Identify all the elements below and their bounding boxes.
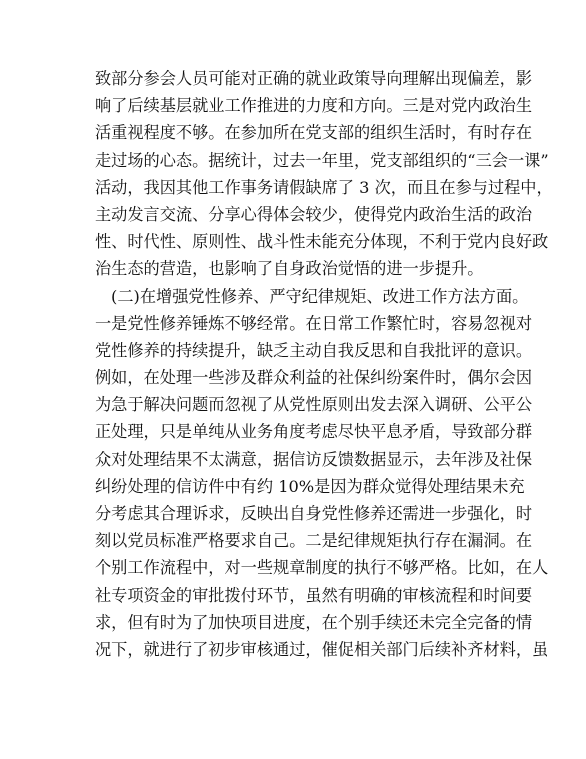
text-line: 例如，在处理一些涉及群众利益的社保纠纷案件时，偶尔会因	[95, 368, 533, 388]
paragraph-2	[95, 283, 549, 664]
text-line: 分考虑其合理诉求，反映出自身党性修养还需进一步强化，时	[95, 504, 533, 523]
text-line: 为急于解决问题而忽视了从党性原则出发去深入调研、公平公	[95, 395, 533, 415]
text-line: 活重视程度不够。在参加所在党支部的组织生活时，有时存在	[95, 123, 533, 143]
text-line: 治生态的营造，也影响了自身政治觉悟的进一步提升。	[95, 259, 484, 279]
text-line: 走过场的心态。据统计，过去一年里，党支部组织的“三会一课”	[95, 150, 549, 170]
section-heading-line: (二)在增强党性修养、严守纪律规矩、改进工作方法方面。	[111, 286, 529, 306]
text-line: 一是党性修养锤炼不够经常。在日常工作繁忙时，容易忽视对	[95, 313, 533, 333]
text-line: 正处理，只是单纯从业务角度考虑尽快平息矛盾，导致部分群	[95, 422, 533, 442]
text-line: 个别工作流程中，对一些规章制度的执行不够严格。比如，在人	[95, 558, 549, 578]
text-line: 众对处理结果不太满意，据信访反馈数据显示，去年涉及社保	[95, 449, 533, 469]
text-line: 性、时代性、原则性、战斗性未能充分体现，不利于党内良好政	[95, 232, 549, 252]
text-line: 党性修养的持续提升，缺乏主动自我反思和自我批评的意识。	[95, 340, 533, 360]
paragraph-1	[95, 65, 553, 283]
text-line: 响了后续基层就业工作推进的力度和方向。三是对党内政治生	[95, 96, 533, 116]
text-line: 求，但有时为了加快项目进度，在个别手续还未完全完备的情	[95, 612, 533, 632]
text-line: 活动，我因其他工作事务请假缺席了 3 次，而且在参与过程中，	[95, 177, 553, 197]
text-line: 况下，就进行了初步审核通过，催促相关部门后续补齐材料，虽	[95, 639, 549, 659]
text-line: 致部分参会人员可能对正确的就业政策导向理解出现偏差，影	[95, 69, 533, 88]
text-line: 刻以党员标准严格要求自己。二是纪律规矩执行存在漏洞。在	[95, 531, 533, 551]
text-line: 纠纷处理的信访件中有约 10%是因为群众觉得处理结果未充	[95, 476, 525, 496]
text-line: 主动发言交流、分享心得体会较少，使得党内政治生活的政治	[95, 204, 533, 224]
text-line: 社专项资金的审批拨付环节，虽然有明确的审核流程和时间要	[95, 585, 533, 605]
document-body	[95, 65, 553, 663]
